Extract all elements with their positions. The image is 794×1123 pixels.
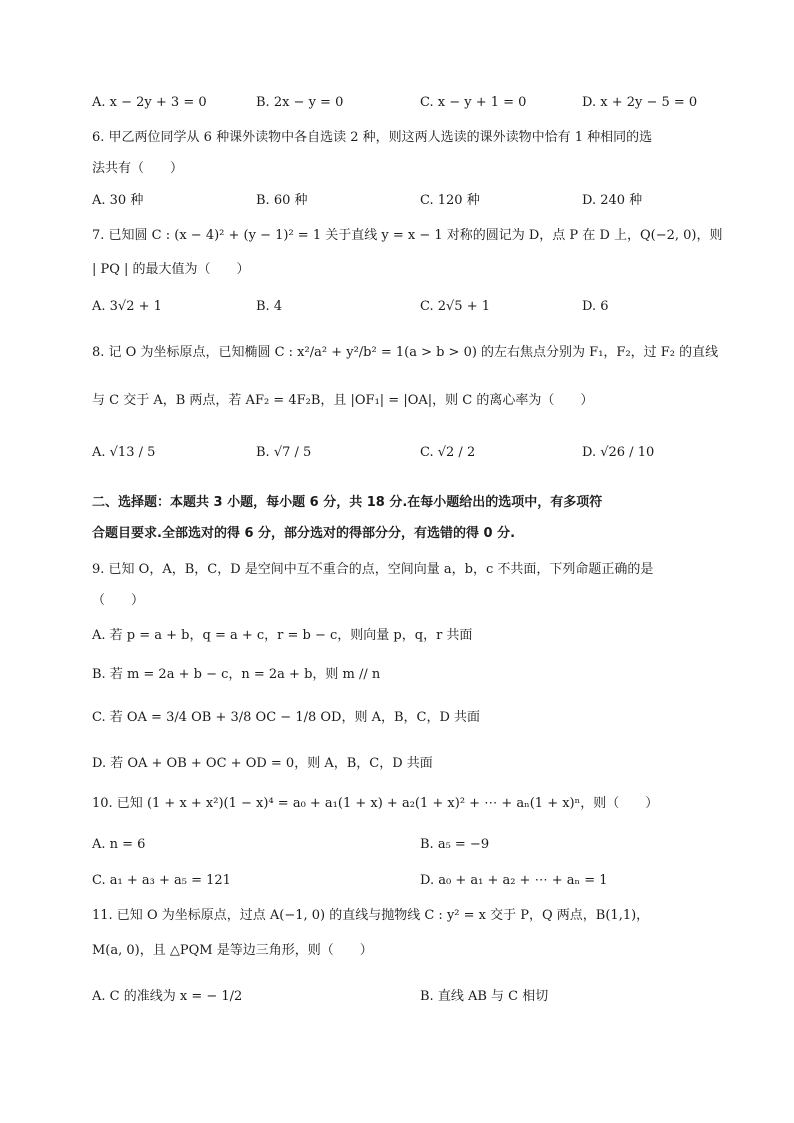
q7-option-d: D. 6 <box>582 299 609 314</box>
q7-options <box>92 296 712 318</box>
q6-option-d: D. 240 种 <box>582 193 643 208</box>
section2-heading-line2: 合题目要求.全部选对的得 6 分，部分选对的得部分分，有选错的得 0 分. <box>92 526 516 541</box>
q8-option-a: A. √13 / 5 <box>92 445 156 460</box>
q11-option-a: A. C 的准线为 x = − 1/2 <box>92 989 243 1004</box>
q10-option-b: B. a₅ = −9 <box>420 837 490 852</box>
q10-option-c: C. a₁ + a₃ + a₅ = 121 <box>92 873 231 888</box>
q6-stem-line1: 6. 甲乙两位同学从 6 种课外读物中各自选读 2 种，则这两人选读的课外读物中恰有 1 种相同的选 <box>92 130 653 145</box>
q11-stem-line1: 11. 已知 O 为坐标原点，过点 A(−1, 0) 的直线与抛物线 C : y² = x 交于 P，Q 两点，B(1,1)， <box>92 908 650 923</box>
q6-stem-line2: 法共有（ ） <box>92 161 184 176</box>
q7-stem-line1: 7. 已知圆 C : (x − 4)² + (y − 1)² = 1 关于直线 y = x − 1 对称的圆记为 D，点 P 在 D 上，Q(−2, 0)，则 <box>92 228 723 243</box>
q10-options-row1 <box>92 834 712 856</box>
q9-option-d: D. 若 OA + OB + OC + OD = 0，则 A，B，C，D 共面 <box>92 756 433 771</box>
q7-stem-line2: | PQ | 的最大值为（ ） <box>92 262 250 277</box>
q7-option-a: A. 3√2 + 1 <box>92 299 162 314</box>
q10-options-row2 <box>92 870 712 892</box>
q11-options <box>92 986 712 1008</box>
q11-stem-line2: M(a, 0)，且 △PQM 是等边三角形，则（ ） <box>92 943 373 958</box>
q8-options <box>92 442 712 464</box>
section2-heading-line1: 二、选择题：本题共 3 小题，每小题 6 分，共 18 分.在每小题给出的选项中，有多项符 <box>92 495 603 510</box>
q5-option-d: D. x + 2y − 5 = 0 <box>582 95 698 110</box>
q6-option-c: C. 120 种 <box>420 193 480 208</box>
q8-option-c: C. √2 / 2 <box>420 445 476 460</box>
q7-option-b: B. 4 <box>256 299 283 314</box>
q9-option-c: C. 若 OA = 3/4 OB + 3/8 OC − 1/8 OD，则 A，B，C，D 共面 <box>92 710 481 725</box>
q6-option-b: B. 60 种 <box>256 193 308 208</box>
q5-option-a: A. x − 2y + 3 = 0 <box>92 95 207 110</box>
q6-option-a: A. 30 种 <box>92 193 144 208</box>
q11-option-b: B. 直线 AB 与 C 相切 <box>420 989 549 1004</box>
q8-option-b: B. √7 / 5 <box>256 445 312 460</box>
q8-stem-line1: 8. 记 O 为坐标原点，已知椭圆 C : x²/a² + y²/b² = 1(a > b > 0) 的左右焦点分别为 F₁，F₂，过 F₂ 的直线 <box>92 345 719 360</box>
q6-options <box>92 190 712 212</box>
q8-option-d: D. √26 / 10 <box>582 445 655 460</box>
q5-options <box>92 92 712 114</box>
q8-stem-line2: 与 C 交于 A，B 两点，若 AF₂ = 4F₂B，且 |OF₁| = |OA|，则 C 的离心率为（ ） <box>92 393 594 408</box>
q5-option-c: C. x − y + 1 = 0 <box>420 95 527 110</box>
q7-option-c: C. 2√5 + 1 <box>420 299 491 314</box>
q10-option-d: D. a₀ + a₁ + a₂ + ⋯ + aₙ = 1 <box>420 873 608 888</box>
q9-stem-line1: 9. 已知 O，A，B，C，D 是空间中互不重合的点，空间向量 a，b，c 不共面，下列命题正确的是 <box>92 562 654 577</box>
q9-stem-line2: （ ） <box>92 593 145 608</box>
q5-option-b: B. 2x − y = 0 <box>256 95 344 110</box>
q10-stem: 10. 已知 (1 + x + x²)(1 − x)⁴ = a₀ + a₁(1 + x) + a₂(1 + x)² + ⋯ + aₙ(1 + x)ⁿ，则（ ） <box>92 796 659 811</box>
q9-option-a: A. 若 p = a + b，q = a + c，r = b − c，则向量 p，q，r 共面 <box>92 628 473 643</box>
q10-option-a: A. n = 6 <box>92 837 146 852</box>
q9-option-b: B. 若 m = 2a + b − c，n = 2a + b，则 m // n <box>92 667 381 682</box>
